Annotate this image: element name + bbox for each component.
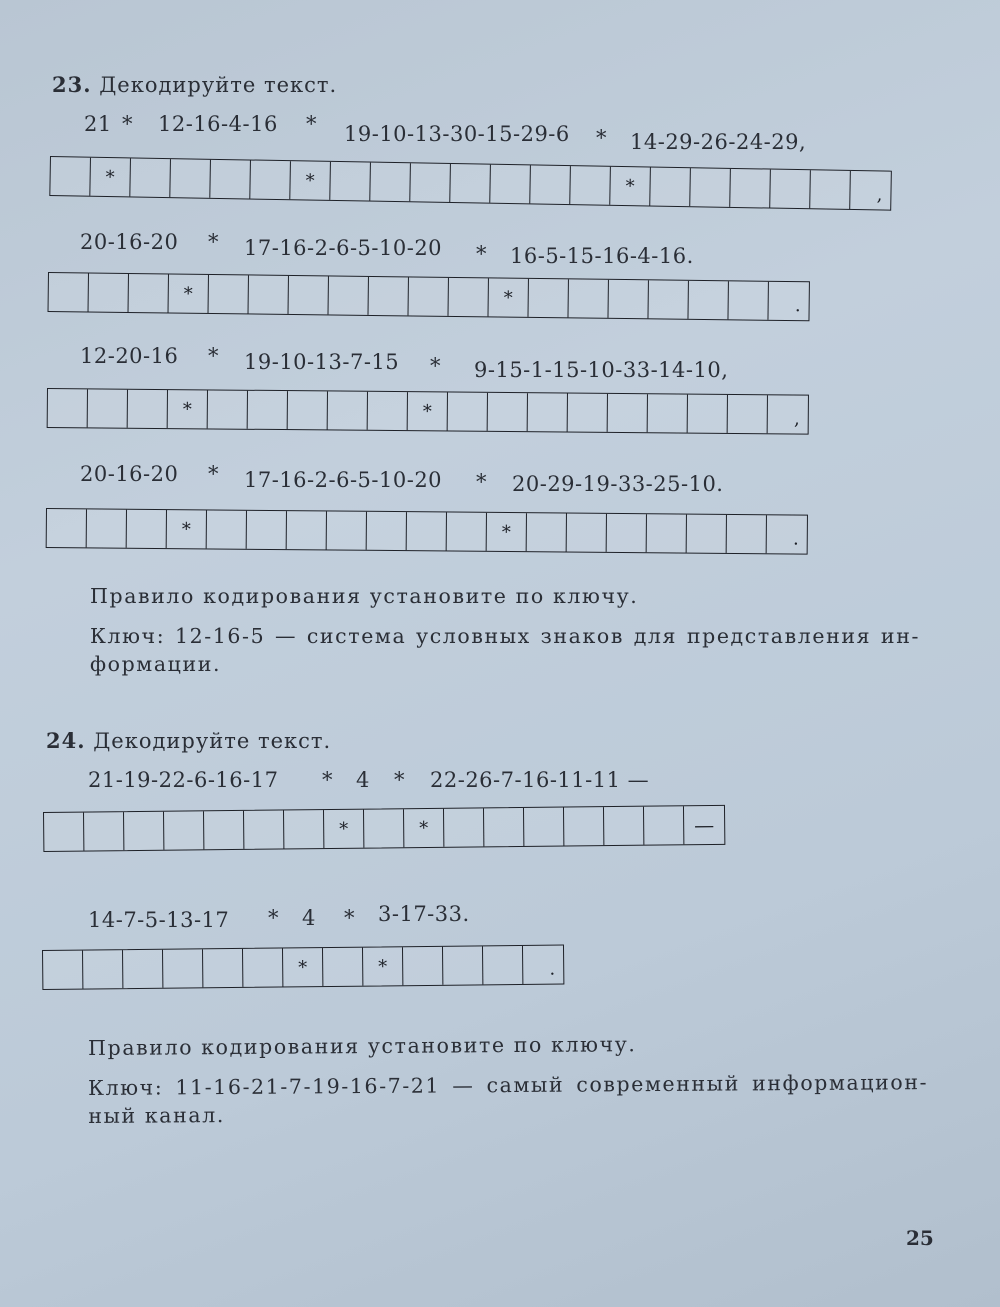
code-part: 17-16-2-6-5-10-20 bbox=[244, 468, 443, 492]
code-part: 17-16-2-6-5-10-20 bbox=[244, 236, 443, 260]
code-part: 14-29-26-24-29, bbox=[630, 130, 807, 154]
answer-cell[interactable] bbox=[367, 512, 407, 550]
answer-cell[interactable] bbox=[327, 511, 367, 549]
ex23-answer-row-3 bbox=[47, 388, 809, 435]
answer-cell[interactable] bbox=[208, 390, 248, 428]
code-part: 3-17-33. bbox=[378, 902, 470, 926]
ex24-answer-row-1 bbox=[43, 805, 725, 852]
code-part: 9-15-1-15-10-33-14-10, bbox=[474, 358, 729, 382]
answer-cell[interactable]: * bbox=[90, 158, 131, 197]
answer-cell[interactable] bbox=[608, 280, 648, 318]
ex23-code-line-1 bbox=[0, 112, 1000, 154]
exercise-23-title-text: Декодируйте текст. bbox=[99, 73, 338, 97]
answer-cell[interactable]: . bbox=[549, 958, 556, 980]
answer-cell[interactable] bbox=[248, 391, 288, 429]
answer-cell[interactable] bbox=[570, 166, 611, 205]
code-part: 12-20-16 bbox=[80, 344, 179, 368]
answer-cell[interactable]: — bbox=[694, 812, 715, 838]
answer-cell[interactable]: * bbox=[324, 810, 364, 848]
answer-cell[interactable] bbox=[608, 394, 648, 432]
answer-cell[interactable]: . bbox=[794, 295, 801, 317]
answer-cell[interactable] bbox=[687, 515, 727, 553]
answer-cell[interactable] bbox=[249, 275, 289, 313]
code-part: 19-10-13-30-15-29-6 bbox=[344, 122, 570, 146]
answer-cell[interactable] bbox=[329, 276, 369, 314]
answer-cell[interactable] bbox=[209, 275, 249, 313]
code-part: * bbox=[476, 470, 487, 494]
answer-cell[interactable] bbox=[204, 811, 244, 849]
answer-cell[interactable] bbox=[289, 276, 329, 314]
answer-cell[interactable]: * bbox=[290, 161, 331, 200]
answer-cell[interactable] bbox=[328, 391, 368, 429]
answer-cell[interactable] bbox=[123, 950, 163, 988]
code-part: 4 bbox=[356, 768, 370, 792]
answer-cell[interactable] bbox=[50, 157, 91, 196]
ex23-code-line-2 bbox=[0, 230, 1000, 268]
answer-cell[interactable] bbox=[728, 281, 768, 319]
answer-cell[interactable] bbox=[207, 510, 247, 548]
answer-cell[interactable]: * bbox=[404, 809, 444, 847]
exercise-24-number: 24. bbox=[46, 728, 86, 753]
ex23-answer-row-2 bbox=[48, 272, 810, 321]
answer-cell[interactable] bbox=[650, 167, 691, 206]
answer-cell[interactable] bbox=[368, 392, 408, 430]
code-part: * bbox=[476, 242, 487, 266]
answer-cell[interactable] bbox=[49, 273, 89, 311]
answer-cell[interactable] bbox=[528, 279, 568, 317]
answer-cell[interactable] bbox=[443, 946, 483, 984]
code-part: 14-7-5-13-17 bbox=[88, 908, 230, 932]
answer-cell[interactable]: * bbox=[169, 274, 209, 312]
ex23-key-text: Ключ: 12-16-5 — система условных знаков для представления ин-формации. bbox=[90, 624, 920, 676]
code-part: * bbox=[394, 768, 405, 792]
answer-cell[interactable] bbox=[163, 949, 203, 987]
answer-cell[interactable] bbox=[490, 165, 531, 204]
answer-cell[interactable] bbox=[250, 161, 291, 200]
answer-cell[interactable] bbox=[524, 808, 564, 846]
exercise-23-title bbox=[52, 72, 337, 97]
answer-cell[interactable] bbox=[127, 510, 167, 548]
answer-cell[interactable] bbox=[43, 951, 83, 989]
exercise-23-number: 23. bbox=[52, 72, 92, 97]
answer-cell[interactable]: * bbox=[283, 948, 323, 986]
answer-cell[interactable] bbox=[444, 808, 484, 846]
ex24-code-line-1 bbox=[0, 768, 1000, 798]
answer-cell[interactable] bbox=[284, 810, 324, 848]
code-part: * bbox=[208, 344, 219, 368]
answer-cell[interactable] bbox=[690, 168, 731, 207]
answer-cell[interactable] bbox=[450, 164, 491, 203]
answer-cell[interactable] bbox=[530, 165, 571, 204]
answer-cell[interactable] bbox=[648, 280, 688, 318]
answer-cell[interactable]: * bbox=[488, 278, 528, 316]
code-part: 20-29-19-33-25-10. bbox=[512, 472, 724, 496]
answer-cell[interactable] bbox=[483, 946, 523, 984]
answer-cell[interactable] bbox=[727, 515, 767, 553]
code-part: 21-19-22-6-16-17 bbox=[88, 768, 279, 792]
code-part: 21 bbox=[84, 112, 112, 136]
answer-cell[interactable] bbox=[87, 509, 127, 547]
answer-cell[interactable] bbox=[644, 806, 684, 844]
code-part: 4 bbox=[302, 906, 316, 930]
answer-cell[interactable] bbox=[568, 279, 608, 317]
answer-cell[interactable] bbox=[810, 170, 851, 209]
answer-cell[interactable] bbox=[730, 169, 771, 208]
answer-cell[interactable] bbox=[770, 170, 811, 209]
answer-cell[interactable]: * bbox=[168, 390, 208, 428]
answer-cell[interactable]: * bbox=[487, 513, 527, 551]
answer-cell[interactable]: * bbox=[408, 392, 448, 430]
code-part: * bbox=[596, 126, 607, 150]
exercise-24-title bbox=[46, 728, 331, 753]
answer-cell[interactable] bbox=[647, 514, 687, 552]
answer-cell[interactable] bbox=[448, 278, 488, 316]
ex24-key-text: Ключ: 11-16-21-7-19-16-7-21 — самый современный информацион-ный канал. bbox=[88, 1070, 929, 1128]
answer-cell[interactable] bbox=[84, 812, 124, 850]
code-part: * bbox=[322, 768, 333, 792]
answer-cell[interactable] bbox=[403, 947, 443, 985]
answer-cell[interactable] bbox=[567, 514, 607, 552]
code-part: * bbox=[122, 112, 133, 136]
answer-cell[interactable] bbox=[83, 950, 123, 988]
answer-cell[interactable] bbox=[527, 513, 567, 551]
code-part: 20-16-20 bbox=[80, 230, 179, 254]
answer-cell[interactable] bbox=[410, 163, 451, 202]
answer-cell[interactable] bbox=[330, 162, 371, 201]
code-part: * bbox=[208, 230, 219, 254]
answer-cell[interactable] bbox=[648, 394, 688, 432]
answer-cell[interactable] bbox=[484, 808, 524, 846]
answer-cell[interactable] bbox=[447, 512, 487, 550]
answer-cell[interactable] bbox=[607, 514, 647, 552]
answer-cell[interactable] bbox=[164, 811, 204, 849]
answer-cell[interactable] bbox=[48, 389, 88, 427]
answer-cell[interactable] bbox=[568, 394, 608, 432]
answer-cell[interactable] bbox=[688, 395, 728, 433]
code-part: * bbox=[306, 112, 317, 136]
answer-cell[interactable] bbox=[488, 393, 528, 431]
answer-cell[interactable] bbox=[688, 281, 728, 319]
code-part: 22-26-7-16-11-11 — bbox=[430, 768, 650, 792]
answer-cell[interactable] bbox=[247, 511, 287, 549]
answer-cell[interactable] bbox=[528, 393, 568, 431]
code-part: * bbox=[344, 906, 355, 930]
answer-cell[interactable] bbox=[47, 509, 87, 547]
answer-cell[interactable] bbox=[129, 274, 169, 312]
answer-cell[interactable] bbox=[210, 160, 251, 199]
answer-cell[interactable]: , bbox=[793, 408, 800, 430]
answer-cell[interactable] bbox=[368, 277, 408, 315]
ex23-answer-row-4 bbox=[46, 508, 808, 555]
answer-cell[interactable] bbox=[170, 159, 211, 198]
answer-cell[interactable] bbox=[44, 813, 84, 851]
answer-cell[interactable] bbox=[728, 395, 768, 433]
answer-cell[interactable] bbox=[124, 812, 164, 850]
page-number: 25 bbox=[906, 1226, 934, 1250]
code-part: * bbox=[268, 906, 279, 930]
ex23-code-line-3 bbox=[0, 344, 1000, 382]
answer-cell[interactable]: * bbox=[610, 167, 651, 206]
answer-cell[interactable] bbox=[323, 948, 363, 986]
ex23-code-line-4 bbox=[0, 462, 1000, 496]
answer-cell[interactable] bbox=[288, 391, 328, 429]
answer-cell[interactable] bbox=[88, 389, 128, 427]
answer-cell[interactable] bbox=[128, 390, 168, 428]
answer-cell[interactable] bbox=[604, 807, 644, 845]
answer-cell[interactable] bbox=[89, 274, 129, 312]
ex23-answer-row-1 bbox=[49, 156, 892, 211]
ex24-answer-row-2 bbox=[42, 945, 564, 990]
code-part: 19-10-13-7-15 bbox=[244, 350, 400, 374]
answer-cell[interactable] bbox=[130, 158, 171, 197]
answer-cell[interactable]: * bbox=[167, 510, 207, 548]
answer-cell[interactable] bbox=[370, 163, 411, 202]
answer-cell[interactable]: * bbox=[363, 947, 403, 985]
answer-cell[interactable] bbox=[203, 949, 243, 987]
answer-cell[interactable] bbox=[448, 392, 488, 430]
answer-cell[interactable] bbox=[408, 277, 448, 315]
answer-cell[interactable] bbox=[564, 807, 604, 845]
ex24-code-line-2 bbox=[0, 902, 1000, 936]
code-part: * bbox=[208, 462, 219, 486]
answer-cell[interactable] bbox=[364, 809, 404, 847]
answer-cell[interactable] bbox=[243, 948, 283, 986]
code-part: * bbox=[430, 354, 441, 378]
exercise-24-title-text: Декодируйте текст. bbox=[93, 729, 332, 753]
code-part: 20-16-20 bbox=[80, 462, 179, 486]
ex23-rule-text: Правило кодирования установите по ключу. bbox=[90, 584, 639, 608]
code-part: 12-16-4-16 bbox=[158, 112, 278, 136]
code-part: 16-5-15-16-4-16. bbox=[510, 244, 694, 268]
answer-cell[interactable]: , bbox=[876, 184, 883, 206]
answer-cell[interactable]: . bbox=[792, 528, 799, 550]
answer-cell[interactable] bbox=[244, 810, 284, 848]
answer-cell[interactable] bbox=[407, 512, 447, 550]
ex24-rule-text: Правило кодирования установите по ключу. bbox=[88, 1032, 637, 1060]
answer-cell[interactable] bbox=[287, 511, 327, 549]
